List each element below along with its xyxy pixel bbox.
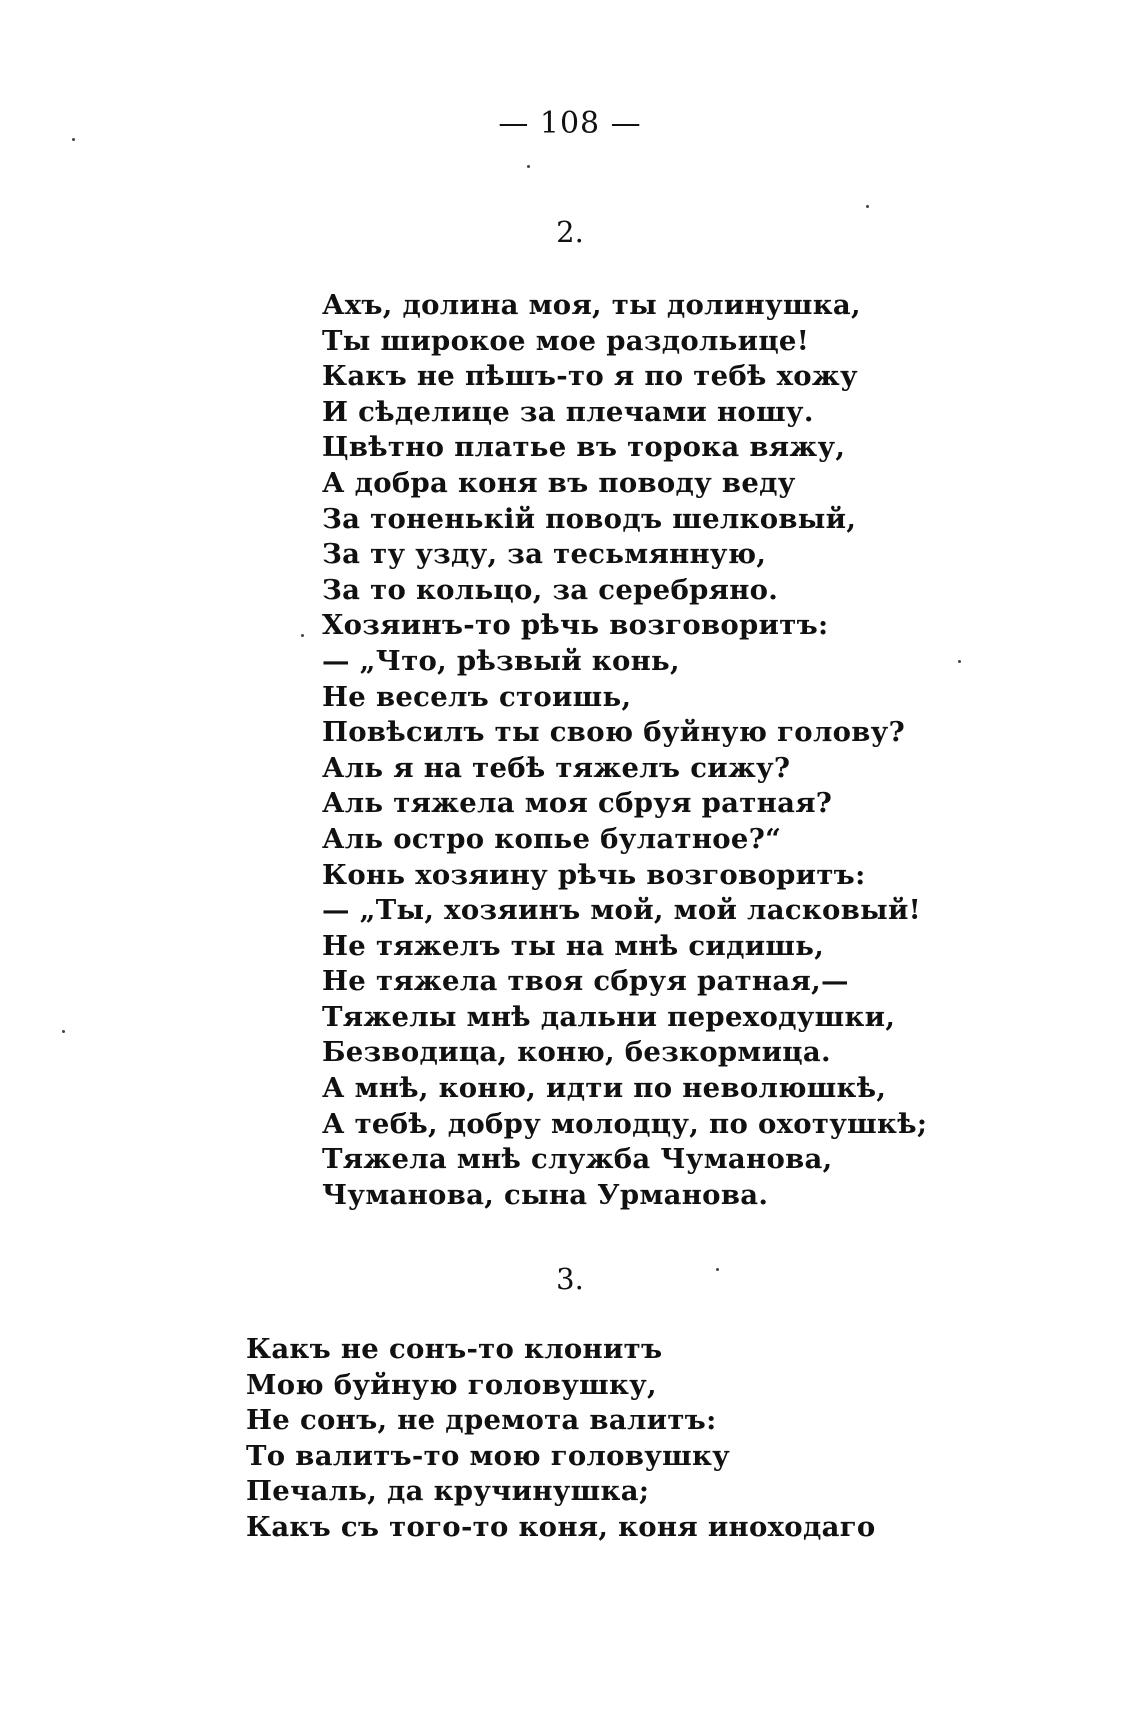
- section-number: 3.: [556, 1262, 584, 1296]
- poem-line: Безводица, коню, безкормица.: [322, 1036, 831, 1069]
- scan-speck: [866, 205, 869, 208]
- poem-line: Не веселъ стоишь,: [322, 680, 632, 713]
- poem-line: — „Что, рѣзвый конь,: [322, 644, 680, 677]
- poem-line: Не тяжела твоя сбруя ратная,—: [322, 965, 849, 998]
- poem-line: Хозяинъ-то рѣчь возговоритъ:: [322, 609, 829, 642]
- scan-speck: [72, 138, 75, 141]
- poem-line: Какъ не сонъ-то клонитъ: [246, 1333, 663, 1365]
- poem-line: За то кольцо, за серебряно.: [322, 573, 779, 606]
- poem-line: И сѣделице за плечами ношу.: [322, 395, 814, 428]
- poem-line: — „Ты, хозяинъ мой, мой ласковый!: [322, 894, 922, 927]
- poem-line: Ахъ, долина моя, ты долинушка,: [322, 289, 861, 321]
- section-number: 2.: [556, 215, 584, 249]
- poem-line: Печаль, да кручинушка;: [246, 1475, 650, 1508]
- poem-line: Ты широкое мое раздольице!: [322, 324, 810, 357]
- poem-line: Аль остро копье булатное?“: [322, 822, 782, 855]
- poem-line: Цвѣтно платье въ торока вяжу,: [322, 431, 846, 464]
- poem-line: Мою буйную головушку,: [246, 1368, 657, 1401]
- poem-line: Тяжелы мнѣ дальни переходушки,: [322, 1000, 896, 1033]
- scan-speck: [958, 660, 961, 663]
- scan-speck: [527, 165, 530, 168]
- poem-line: За тоненькій поводъ шелковый,: [322, 502, 857, 535]
- poem-line: А тебѣ, добру молодцу, по охотушкѣ;: [322, 1107, 928, 1140]
- poem-section-2: [322, 288, 927, 1213]
- scan-speck: [301, 634, 304, 637]
- poem-line: Не тяжелъ ты на мнѣ сидишь,: [322, 929, 825, 962]
- poem-line: Аль тяжела моя сбруя ратная?: [322, 787, 833, 820]
- poem-line: А добра коня въ поводу веду: [322, 466, 796, 499]
- scan-speck: [716, 1268, 719, 1271]
- poem-line: Конь хозяину рѣчь возговоритъ:: [322, 858, 866, 891]
- poem-line: Повѣсилъ ты свою буйную голову?: [322, 716, 905, 749]
- poem-line: А мнѣ, коню, идти по неволюшкѣ,: [322, 1072, 887, 1105]
- poem-line: Аль я на тебѣ тяжелъ сижу?: [322, 751, 791, 784]
- scan-speck: [62, 1030, 65, 1033]
- poem-line: Тяжела мнѣ служба Чуманова,: [322, 1143, 833, 1176]
- poem-section-3: [246, 1332, 875, 1546]
- poem-line: То валитъ-то мою головушку: [246, 1439, 731, 1472]
- poem-line: Чуманова, сына Урманова.: [322, 1178, 769, 1211]
- poem-line: За ту узду, за тесьмянную,: [322, 538, 767, 571]
- poem-line: Какъ съ того-то коня, коня иноходаго: [246, 1510, 876, 1543]
- poem-line: Не сонъ, не дремота валитъ:: [246, 1404, 717, 1437]
- poem-line: Какъ не пѣшъ-то я по тебѣ хожу: [322, 360, 858, 393]
- page-number: — 108 —: [498, 106, 642, 141]
